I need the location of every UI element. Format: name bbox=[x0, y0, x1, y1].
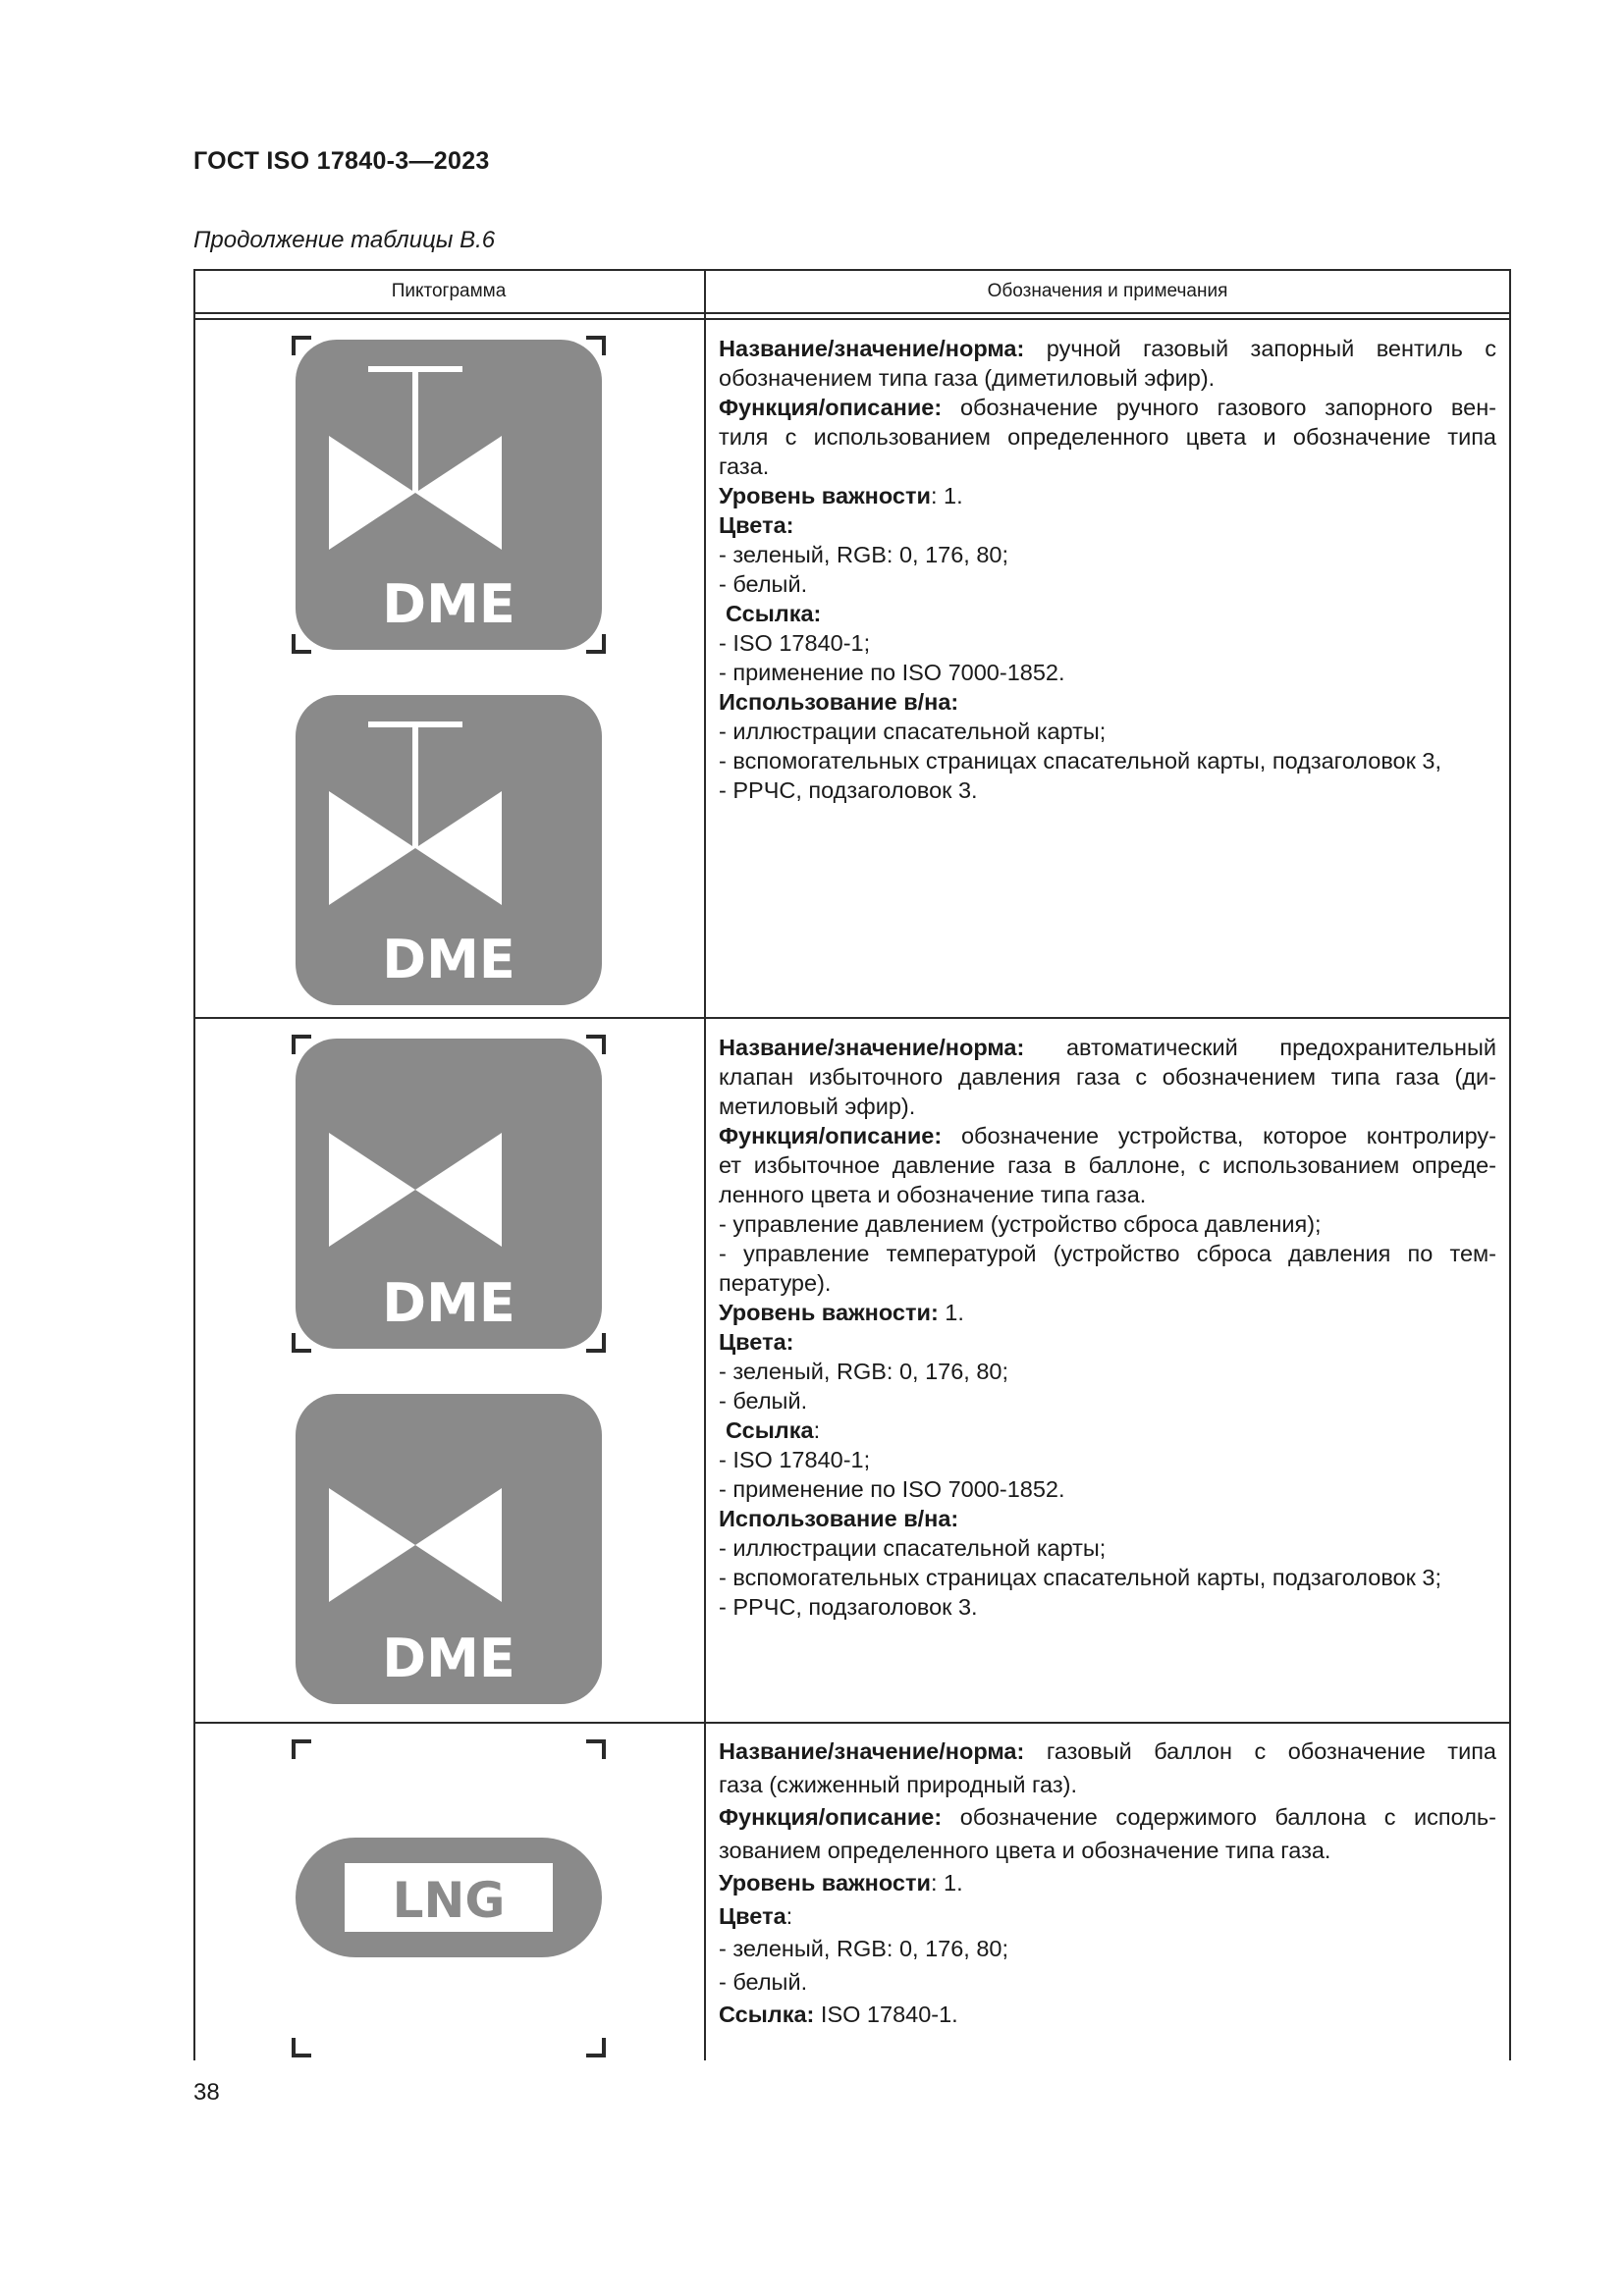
note-line: Название/значение/норма: ручной газовый запорный вентиль с bbox=[719, 336, 1496, 361]
note-line: Уровень важности: 1. bbox=[719, 1870, 963, 1896]
table-column-divider bbox=[704, 269, 706, 2060]
note-line: - вспомогательных страницах спасательной карты, подзаголовок 3, bbox=[719, 748, 1442, 774]
note-line: - РРЧС, подзаголовок 3. bbox=[719, 777, 978, 803]
table-caption: Продолжение таблицы В.6 bbox=[193, 227, 496, 253]
note-line: клапан избыточного давления газа с обозначением типа газа (ди- bbox=[719, 1064, 1496, 1090]
note-line: Цвета: bbox=[719, 1902, 793, 1929]
pictogram-manual-valve-framed bbox=[292, 336, 606, 654]
note-line: - зеленый, RGB: 0, 176, 80; bbox=[719, 1936, 1009, 1961]
note-line: - РРЧС, подзаголовок 3. bbox=[719, 1594, 978, 1620]
note-line: Название/значение/норма: газовый баллон с обозначение типа bbox=[719, 1738, 1496, 1764]
gas-type-label: DME bbox=[382, 1272, 515, 1334]
note-line: - ISO 17840-1; bbox=[719, 1447, 871, 1472]
note-line: - зеленый, RGB: 0, 176, 80; bbox=[719, 1359, 1009, 1384]
note-line: - иллюстрации спасательной карты; bbox=[719, 1535, 1107, 1561]
note-line: - белый. bbox=[719, 1388, 808, 1414]
header-rule-double bbox=[193, 318, 1511, 320]
note-line: - зеленый, RGB: 0, 176, 80; bbox=[719, 542, 1009, 567]
pictogram-relief-valve bbox=[292, 1390, 606, 1708]
note-line: Цвета: bbox=[719, 512, 794, 538]
note-line: - белый. bbox=[719, 571, 808, 597]
standard-designation: ГОСТ ISO 17840-3—2023 bbox=[193, 147, 490, 175]
gas-type-label: DME bbox=[382, 929, 515, 990]
note-line: - управление давлением (устройство сброса давления); bbox=[719, 1211, 1322, 1237]
note-line: - иллюстрации спасательной карты; bbox=[719, 719, 1107, 744]
note-line: тиля с использованием определенного цвета и обозначение типа bbox=[719, 424, 1496, 450]
gas-type-label: DME bbox=[382, 1628, 515, 1689]
column-header-pictogram: Пиктограмма bbox=[391, 281, 507, 301]
note-line: ет избыточное давление газа в баллоне, с использованием опреде- bbox=[719, 1152, 1496, 1178]
note-line: газа (сжиженный природный газ). bbox=[719, 1771, 1077, 1797]
note-line: Использование в/на: bbox=[719, 689, 959, 715]
page-number: 38 bbox=[193, 2079, 220, 2106]
note-line: ленного цвета и обозначение типа газа. bbox=[719, 1182, 1147, 1207]
note-line: Функция/описание: обозначение ручного газового запорного вен- bbox=[719, 395, 1496, 420]
note-line: - вспомогательных страницах спасательной карты, подзаголовок 3; bbox=[719, 1565, 1442, 1590]
note-line: - применение по ISO 7000-1852. bbox=[719, 660, 1065, 685]
column-header-notes: Обозначения и примечания bbox=[987, 281, 1228, 301]
note-line: - ISO 17840-1; bbox=[719, 630, 871, 656]
row-divider-1 bbox=[193, 1017, 1511, 1019]
note-line: Ссылка: bbox=[726, 601, 822, 626]
notes-row-2 bbox=[719, 1033, 1496, 1622]
notes-row-3 bbox=[719, 1735, 1496, 2032]
note-line: Ссылка: ISO 17840-1. bbox=[719, 2002, 958, 2027]
pictogram-relief-valve-framed bbox=[292, 1035, 606, 1353]
note-line: Ссылка: bbox=[726, 1417, 821, 1443]
note-line: зованием определенного цвета и обозначение типа газа. bbox=[719, 1837, 1331, 1863]
pictogram-table bbox=[193, 269, 1511, 2060]
note-line: Использование в/на: bbox=[719, 1506, 959, 1531]
note-line: Цвета: bbox=[719, 1329, 794, 1355]
table-border-left bbox=[193, 269, 195, 2060]
header-rule bbox=[193, 312, 1511, 314]
pictogram-gas-cylinder-framed bbox=[292, 1739, 606, 2057]
note-line: - управление температурой (устройство сброса давления по тем- bbox=[719, 1241, 1496, 1266]
gas-type-label: DME bbox=[382, 573, 515, 635]
note-line: - применение по ISO 7000-1852. bbox=[719, 1476, 1065, 1502]
pictogram-manual-valve bbox=[292, 691, 606, 1009]
notes-row-1 bbox=[719, 334, 1496, 805]
note-line: Название/значение/норма: автоматический предохранительный bbox=[719, 1035, 1496, 1060]
note-line: Функция/описание: обозначение устройства, которое контролиру- bbox=[719, 1123, 1496, 1148]
note-line: метиловый эфир). bbox=[719, 1094, 916, 1119]
note-line: - белый. bbox=[719, 1968, 808, 1995]
note-line: пературе). bbox=[719, 1270, 832, 1296]
note-line: газа. bbox=[719, 454, 770, 479]
row-divider-2 bbox=[193, 1722, 1511, 1724]
note-line: Функция/описание: обозначение содержимого баллона с исполь- bbox=[719, 1804, 1496, 1830]
note-line: Уровень важности: 1. bbox=[719, 483, 963, 508]
table-border-top bbox=[193, 269, 1511, 271]
note-line: Уровень важности: 1. bbox=[719, 1300, 964, 1325]
gas-type-label: LNG bbox=[392, 1872, 506, 1929]
note-line: обозначением типа газа (диметиловый эфир). bbox=[719, 365, 1216, 391]
table-border-right bbox=[1509, 269, 1511, 2060]
